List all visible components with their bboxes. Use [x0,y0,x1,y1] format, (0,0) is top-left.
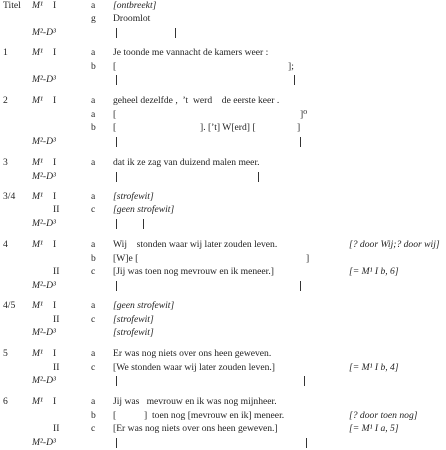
witness-siglum: M¹ [32,47,43,58]
editorial-note: [= M¹ I a, 5] [349,423,399,434]
apparatus-row [0,218,446,231]
line-boundary-mark [116,219,117,229]
version-number: I [53,157,57,168]
apparatus-row [0,136,446,149]
witness-siglum: M²-D³ [32,74,56,85]
apparatus-row [0,423,446,436]
line-boundary-mark [258,172,259,182]
version-number: II [53,314,60,325]
stage-letter: c [91,314,96,325]
variant-text: [ [113,122,117,133]
apparatus-row [0,47,446,60]
witness-siglum: M¹ [32,239,43,250]
version-number: II [53,423,60,434]
witness-siglum: M²-D³ [32,280,56,291]
variant-text: dat ik ze zag van duizend malen meer. [113,157,260,168]
apparatus-row [0,0,446,13]
stage-letter: c [91,266,96,277]
apparatus-row [0,171,446,184]
apparatus-row [0,375,446,388]
variant-text: Jij was mevrouw en ik was nog mijnheer. [113,396,277,407]
apparatus-row [0,74,446,87]
apparatus-row [0,437,446,450]
variant-text: [ontbreekt] [113,0,157,11]
apparatus-row [0,27,446,40]
variant-text: [ [113,61,117,72]
variant-text: [geen strofewit] [113,300,175,311]
line-boundary-mark [300,137,301,147]
variant-text: [We stonden waar wij later zouden leven.] [113,362,275,373]
version-number: II [53,362,60,373]
variant-fragment: ]; [288,61,294,72]
apparatus-row [0,348,446,361]
witness-siglum: M²-D³ [32,218,56,229]
line-boundary-mark [306,438,307,448]
apparatus-row [0,122,446,135]
variant-fragment: ] toen nog [mevrouw en ik] meneer. [144,410,285,421]
apparatus-row [0,280,446,293]
line-boundary-mark [116,172,117,182]
witness-siglum: M¹ [32,0,43,11]
version-number: II [53,204,60,215]
editorial-note: [= M¹ I b, 4] [349,362,399,373]
version-number: II [53,266,60,277]
stage-letter: a [91,157,96,168]
witness-siglum: M¹ [32,157,43,168]
apparatus-row [0,109,446,122]
witness-siglum: M²-D³ [32,27,56,38]
editorial-note: [= M¹ I b, 6] [349,266,399,277]
witness-siglum: M²-D³ [32,327,56,338]
verse-number: 5 [3,348,8,359]
line-boundary-mark [304,376,305,386]
variant-text: Droomlot [113,13,151,24]
version-number: I [53,95,57,106]
line-boundary-mark [116,137,117,147]
apparatus-row [0,253,446,266]
line-boundary-mark [143,219,144,229]
verse-number: 1 [3,47,8,58]
apparatus-row [0,410,446,423]
stage-letter: c [91,204,96,215]
witness-siglum: M¹ [32,191,43,202]
stage-letter: c [91,362,96,373]
stage-letter: a [91,396,96,407]
witness-siglum: M¹ [32,300,43,311]
editorial-note: [? door Wij;? door wij] [349,239,440,250]
verse-number: 3/4 [3,191,16,202]
stage-letter: b [91,253,96,264]
line-boundary-mark [294,75,295,85]
witness-siglum: M¹ [32,348,43,359]
line-boundary-mark [116,28,117,38]
variant-text: geheel dezelfde , ’t werd de eerste keer . [113,95,280,106]
stage-letter: a [91,95,96,106]
apparatus-row [0,314,446,327]
apparatus-row [0,61,446,74]
stage-letter: a [91,191,96,202]
variant-text: [geen strofewit] [113,204,175,215]
apparatus-row [0,362,446,375]
variant-fragment: ] [297,122,301,133]
variant-text: Wij stonden waar wij later zouden leven. [113,239,278,250]
verse-number: 3 [3,157,8,168]
apparatus-row [0,396,446,409]
stage-letter: c [91,423,96,434]
variant-fragment: ] [306,253,310,264]
stage-letter: g [91,13,96,24]
version-number: I [53,300,57,311]
apparatus-row [0,191,446,204]
line-boundary-mark [175,28,176,38]
line-boundary-mark [116,376,117,386]
witness-siglum: M²-D³ [32,171,56,182]
line-boundary-mark [300,281,301,291]
stage-letter: a [91,348,96,359]
variant-fragment: ]⁰ [300,109,308,120]
stage-letter: a [91,47,96,58]
witness-siglum: M²-D³ [32,375,56,386]
line-boundary-mark [116,75,117,85]
variant-text: [strofewit] [113,191,154,202]
apparatus-row [0,300,446,313]
verse-number: 6 [3,396,8,407]
stage-letter: b [91,410,96,421]
verse-number: 4 [3,239,8,250]
witness-siglum: M²-D³ [32,437,56,448]
witness-siglum: M²-D³ [32,136,56,147]
variant-text: Er was nog niets over ons heen geweven. [113,348,272,359]
variant-text: [Er was nog niets over ons heen geweven.] [113,423,278,434]
stage-letter: a [91,239,96,250]
variant-text: [ [113,410,117,421]
witness-siglum: M¹ [32,95,43,106]
stage-letter: a [91,109,96,120]
apparatus-row [0,266,446,279]
line-boundary-mark [116,281,117,291]
stage-letter: b [91,122,96,133]
verse-number: 2 [3,95,8,106]
stage-letter: a [91,300,96,311]
stage-letter: b [91,61,96,72]
variant-text: [Jij was toen nog mevrouw en ik meneer.] [113,266,274,277]
variant-text: Je toonde me vannacht de kamers weer : [113,47,269,58]
apparatus-row [0,239,446,252]
version-number: I [53,396,57,407]
apparatus-row [0,204,446,217]
variant-text: [W]e [ [113,253,139,264]
apparatus-row [0,327,446,340]
apparatus-row [0,13,446,26]
version-number: I [53,348,57,359]
stage-letter: a [91,0,96,11]
apparatus-row [0,157,446,170]
witness-siglum: M¹ [32,396,43,407]
version-number: I [53,47,57,58]
variant-text: [strofewit] [113,314,154,325]
apparatus-row [0,95,446,108]
variant-fragment: ]. [’t] W[erd] [ [200,122,256,133]
variant-text: [ [113,109,117,120]
variant-text: [strofewit] [113,327,154,338]
version-number: I [53,191,57,202]
verse-number: 4/5 [3,300,16,311]
version-number: I [53,239,57,250]
editorial-note: [? door toen nog] [349,410,418,421]
line-boundary-mark [116,438,117,448]
verse-number: Titel [3,0,21,11]
version-number: I [53,0,57,11]
